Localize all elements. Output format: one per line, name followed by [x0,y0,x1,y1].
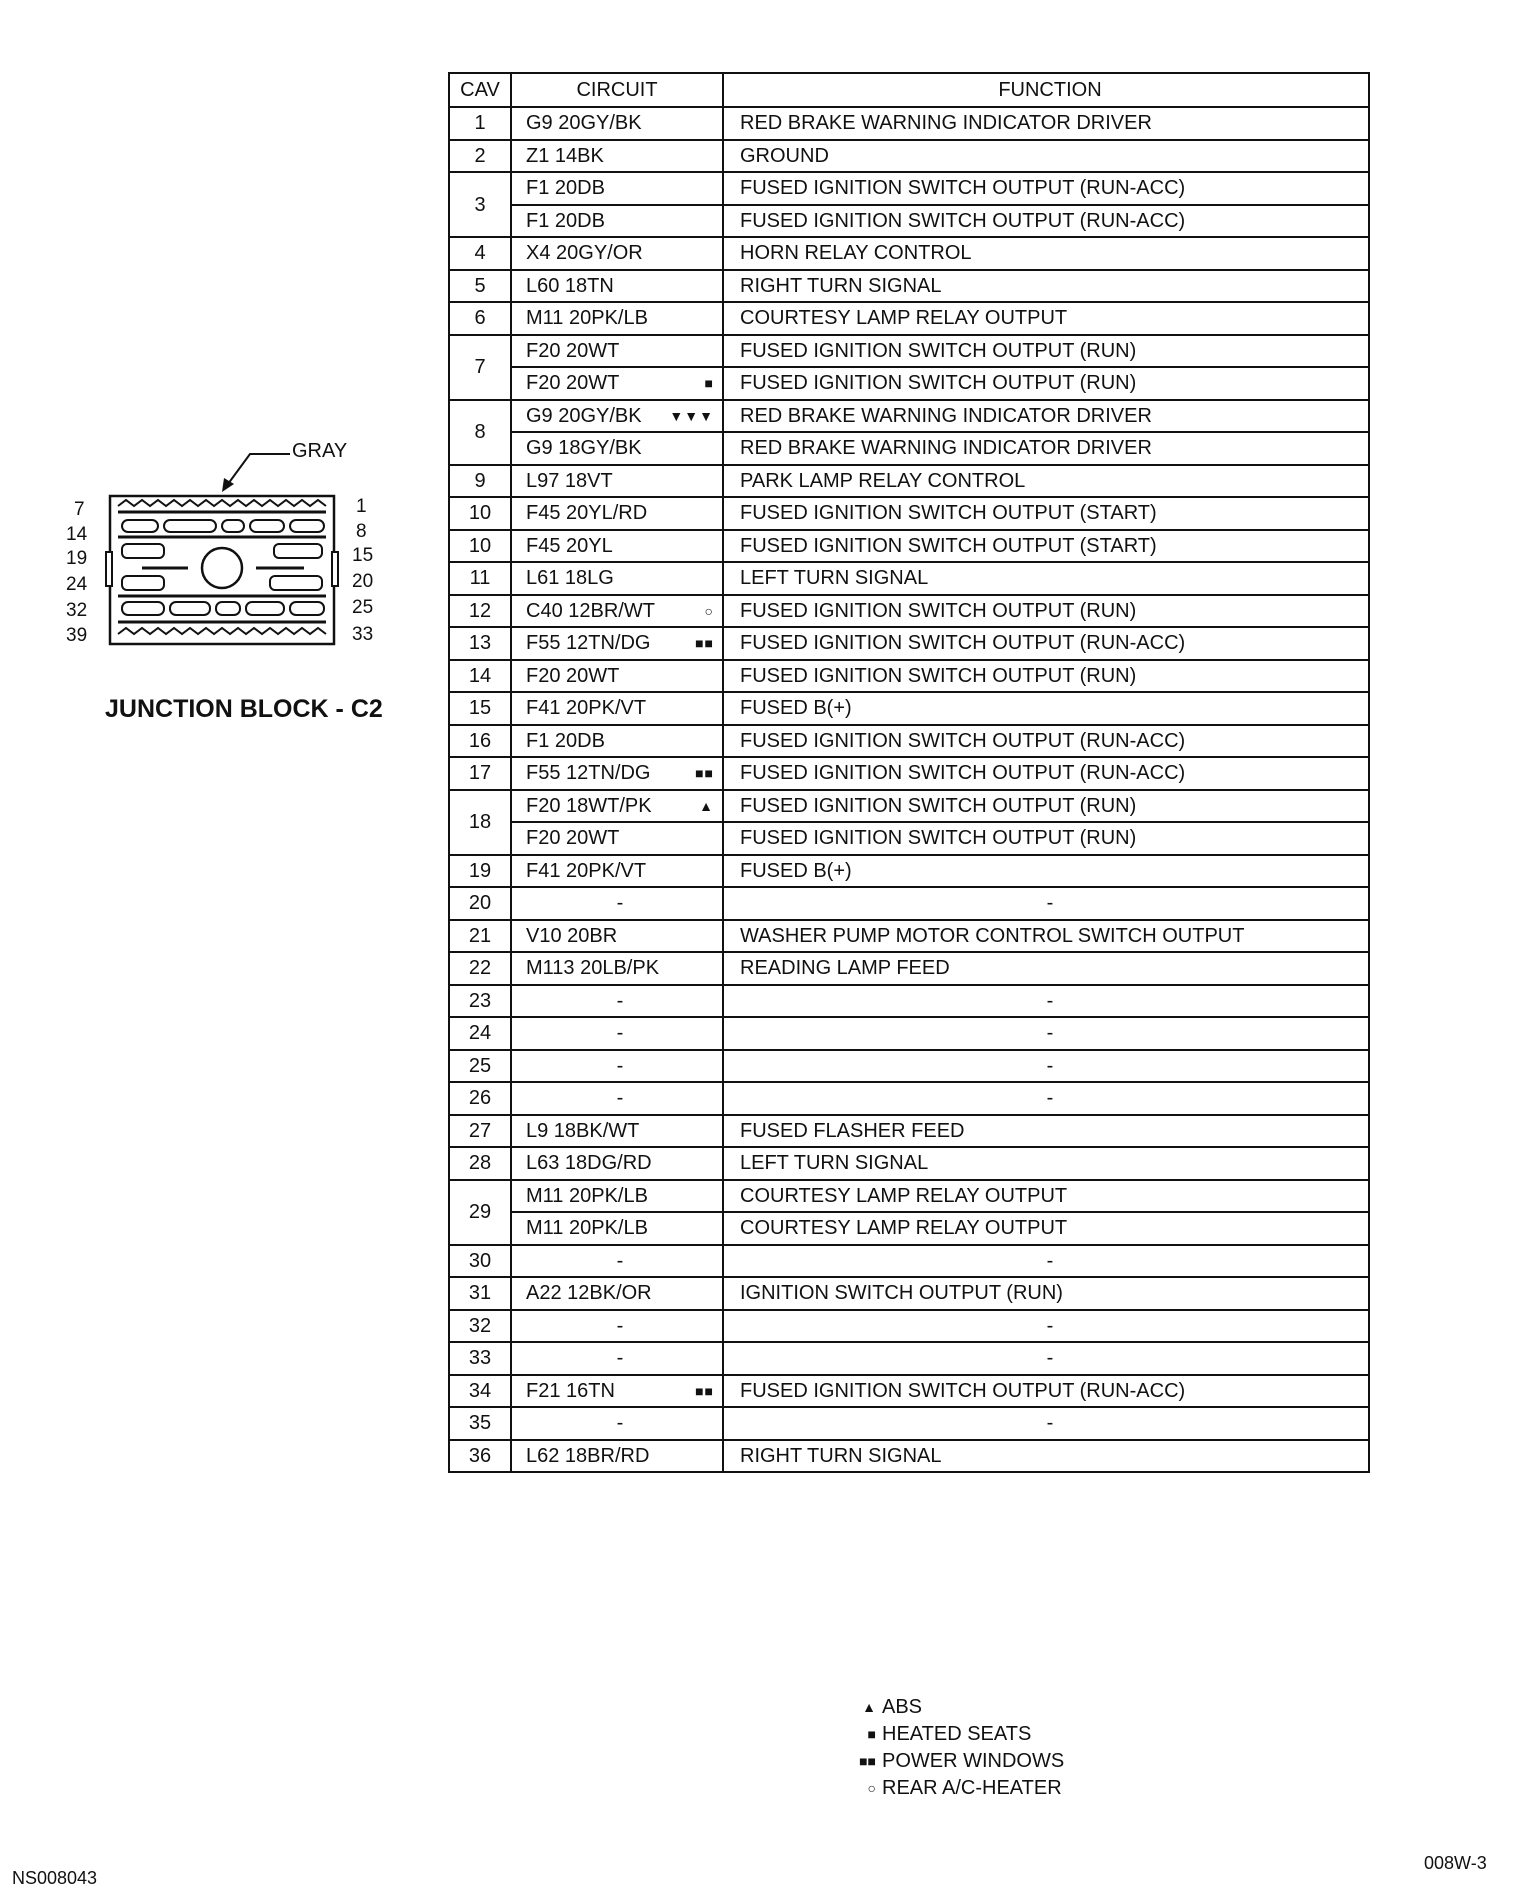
function-cell: COURTESY LAMP RELAY OUTPUT [723,302,1369,335]
function-cell: FUSED IGNITION SWITCH OUTPUT (RUN) [723,660,1369,693]
header-cav: CAV [449,73,511,107]
circuit-code: - [616,1087,624,1110]
cav-cell: 24 [449,1017,511,1050]
circuit-code: Z1 14BK [526,144,604,167]
circuit-code: F20 20WT [526,372,620,395]
table-row [449,1115,1369,1148]
pin-label-right: 20 [352,571,374,592]
cav-cell: 15 [449,692,511,725]
circuit-cell [511,920,723,953]
function-cell: FUSED IGNITION SWITCH OUTPUT (START) [723,497,1369,530]
cav-cell: 25 [449,1050,511,1083]
document-id: NS008043 [12,1868,98,1888]
table-row [449,822,1369,855]
circuit-cell [511,237,723,270]
circuit-cell [511,270,723,303]
cav-cell: 34 [449,1375,511,1408]
table-row [449,1050,1369,1083]
circuit-code: - [616,989,624,1012]
function-cell: FUSED IGNITION SWITCH OUTPUT (RUN) [723,595,1369,628]
function-cell: - [723,985,1369,1018]
pin-label-left: 14 [66,524,88,545]
circuit-code: F45 20YL/RD [526,502,648,525]
table-row [449,140,1369,173]
circuit-cell [511,465,723,498]
table-row [449,465,1369,498]
circuit-code: - [616,1347,624,1370]
function-cell: FUSED FLASHER FEED [723,1115,1369,1148]
pin-label-left: 32 [66,600,88,621]
cav-cell: 36 [449,1440,511,1473]
table-row [449,920,1369,953]
header-circuit: CIRCUIT [511,73,723,107]
circuit-cell [511,855,723,888]
function-cell: - [723,1082,1369,1115]
pinout-body [449,107,1369,1472]
table-row [449,562,1369,595]
function-cell: READING LAMP FEED [723,952,1369,985]
pin-label-right: 8 [356,521,367,542]
legend-item [840,1775,1064,1802]
circuit-cell [511,595,723,628]
function-cell: - [723,887,1369,920]
table-row [449,1277,1369,1310]
circuit-cell [511,432,723,465]
circuit-code: F20 20WT [526,664,620,687]
cav-cell: 11 [449,562,511,595]
table-header-row [449,73,1369,107]
circuit-code: F41 20PK/VT [526,859,647,882]
circuit-cell [511,1277,723,1310]
function-cell: - [723,1342,1369,1375]
circuit-code: C40 12BR/WT [526,599,655,622]
function-cell: LEFT TURN SIGNAL [723,1147,1369,1180]
table-row [449,335,1369,368]
option-marker-icon: ▼▼▼ [669,407,714,424]
pin-label-right: 1 [356,496,367,517]
circuit-cell [511,367,723,400]
function-cell: COURTESY LAMP RELAY OUTPUT [723,1180,1369,1213]
circuit-cell [511,1115,723,1148]
table-row [449,757,1369,790]
circuit-cell [511,1180,723,1213]
circuit-cell [511,725,723,758]
function-cell: RED BRAKE WARNING INDICATOR DRIVER [723,107,1369,140]
circuit-cell [511,1050,723,1083]
circuit-code: G9 20GY/BK [526,404,642,427]
circuit-cell [511,985,723,1018]
legend-item [840,1694,1064,1721]
table-row [449,172,1369,205]
circuit-code: L61 18LG [526,567,614,590]
pin-label-right: 25 [352,597,374,618]
circuit-code: F20 18WT/PK [526,794,652,817]
function-cell: WASHER PUMP MOTOR CONTROL SWITCH OUTPUT [723,920,1369,953]
circuit-code: F21 16TN [526,1379,615,1402]
option-marker-icon: ■ [704,375,714,392]
table-row [449,790,1369,823]
function-cell: IGNITION SWITCH OUTPUT (RUN) [723,1277,1369,1310]
circuit-cell [511,562,723,595]
table-row [449,1342,1369,1375]
circuit-cell [511,952,723,985]
circuit-code: L62 18BR/RD [526,1444,650,1467]
function-cell: HORN RELAY CONTROL [723,237,1369,270]
legend-label: ABS [882,1696,923,1719]
circuit-code: G9 20GY/BK [526,112,642,135]
function-cell: RIGHT TURN SIGNAL [723,1440,1369,1473]
cav-cell: 31 [449,1277,511,1310]
circuit-cell [511,1212,723,1245]
function-cell: FUSED B(+) [723,692,1369,725]
option-marker-icon: ■■ [695,635,714,652]
function-cell: FUSED IGNITION SWITCH OUTPUT (START) [723,530,1369,563]
table-row [449,1245,1369,1278]
cav-cell: 6 [449,302,511,335]
legend [840,1694,1064,1802]
circuit-cell [511,335,723,368]
circuit-code: - [616,1249,624,1272]
cav-cell: 5 [449,270,511,303]
function-cell: FUSED IGNITION SWITCH OUTPUT (RUN) [723,822,1369,855]
function-cell: RED BRAKE WARNING INDICATOR DRIVER [723,400,1369,433]
circuit-cell [511,107,723,140]
legend-symbol-icon: ■■ [859,1753,876,1770]
function-cell: RED BRAKE WARNING INDICATOR DRIVER [723,432,1369,465]
cav-cell: 29 [449,1180,511,1245]
connector-figure [60,440,400,660]
cav-cell: 26 [449,1082,511,1115]
circuit-code: G9 18GY/BK [526,437,642,460]
table-row [449,627,1369,660]
table-row [449,1180,1369,1213]
circuit-code: - [616,1314,624,1337]
circuit-code: F20 20WT [526,827,620,850]
circuit-code: L60 18TN [526,274,614,297]
function-cell: FUSED B(+) [723,855,1369,888]
table-row [449,107,1369,140]
circuit-cell [511,660,723,693]
circuit-code: F1 20DB [526,729,605,752]
circuit-cell [511,302,723,335]
cav-cell: 8 [449,400,511,465]
function-cell: COURTESY LAMP RELAY OUTPUT [723,1212,1369,1245]
cav-cell: 4 [449,237,511,270]
table-row [449,497,1369,530]
cav-cell: 22 [449,952,511,985]
table-row [449,692,1369,725]
function-cell: LEFT TURN SIGNAL [723,562,1369,595]
circuit-cell [511,530,723,563]
circuit-cell [511,1440,723,1473]
cav-cell: 12 [449,595,511,628]
legend-item [840,1748,1064,1775]
table-row [449,205,1369,238]
circuit-cell [511,205,723,238]
pin-label-right: 15 [352,545,374,566]
function-cell: FUSED IGNITION SWITCH OUTPUT (RUN-ACC) [723,205,1369,238]
cav-cell: 13 [449,627,511,660]
table-row [449,1407,1369,1440]
pin-label-left: 19 [66,548,88,569]
table-row [449,1147,1369,1180]
function-cell: RIGHT TURN SIGNAL [723,270,1369,303]
pin-label-left: 7 [74,499,85,520]
cav-cell: 32 [449,1310,511,1343]
function-cell: - [723,1245,1369,1278]
table-row [449,1017,1369,1050]
cav-cell: 10 [449,497,511,530]
cav-cell: 20 [449,887,511,920]
table-row [449,302,1369,335]
header-function: FUNCTION [723,73,1369,107]
circuit-cell [511,1082,723,1115]
cav-cell: 16 [449,725,511,758]
circuit-code: M113 20LB/PK [526,957,660,980]
circuit-cell [511,790,723,823]
cav-cell: 27 [449,1115,511,1148]
table-row [449,985,1369,1018]
circuit-cell [511,497,723,530]
circuit-code: F45 20YL [526,534,613,557]
pin-label-left: 39 [66,625,88,646]
cav-cell: 33 [449,1342,511,1375]
function-cell: FUSED IGNITION SWITCH OUTPUT (RUN) [723,367,1369,400]
table-row [449,1082,1369,1115]
circuit-code: X4 20GY/OR [526,242,643,265]
circuit-code: L9 18BK/WT [526,1119,640,1142]
circuit-code: F1 20DB [526,209,605,232]
circuit-cell [511,400,723,433]
legend-label: POWER WINDOWS [882,1750,1065,1773]
table-row [449,595,1369,628]
function-cell: - [723,1050,1369,1083]
function-cell: FUSED IGNITION SWITCH OUTPUT (RUN) [723,790,1369,823]
pin-label-right: 33 [352,624,374,645]
table-row [449,530,1369,563]
legend-symbol-icon: ○ [867,1780,876,1797]
circuit-cell [511,1342,723,1375]
table-row [449,1375,1369,1408]
table-row [449,270,1369,303]
cav-cell: 19 [449,855,511,888]
circuit-cell [511,887,723,920]
function-cell: FUSED IGNITION SWITCH OUTPUT (RUN-ACC) [723,725,1369,758]
cav-cell: 10 [449,530,511,563]
cav-cell: 9 [449,465,511,498]
table-row [449,367,1369,400]
function-cell: FUSED IGNITION SWITCH OUTPUT (RUN-ACC) [723,172,1369,205]
circuit-cell [511,627,723,660]
function-cell: FUSED IGNITION SWITCH OUTPUT (RUN-ACC) [723,1375,1369,1408]
circuit-code: L63 18DG/RD [526,1152,652,1175]
cav-cell: 35 [449,1407,511,1440]
cav-cell: 1 [449,107,511,140]
legend-symbol-icon: ■ [867,1726,876,1743]
cav-cell: 3 [449,172,511,237]
circuit-cell [511,140,723,173]
circuit-code: - [616,1412,624,1435]
cav-cell: 30 [449,1245,511,1278]
table-row [449,432,1369,465]
circuit-code: F55 12TN/DG [526,632,651,655]
cav-cell: 18 [449,790,511,855]
function-cell: - [723,1017,1369,1050]
circuit-cell [511,1310,723,1343]
connector-color-label: GRAY [292,440,348,462]
function-cell: - [723,1407,1369,1440]
legend-symbol-icon: ▲ [862,1699,876,1716]
legend-label: REAR A/C-HEATER [882,1777,1062,1800]
table-row [449,952,1369,985]
option-marker-icon: ▲ [699,797,714,814]
function-cell: FUSED IGNITION SWITCH OUTPUT (RUN) [723,335,1369,368]
circuit-code: F1 20DB [526,177,605,200]
pin-label-left: 24 [66,574,88,595]
circuit-cell [511,692,723,725]
circuit-code: M11 20PK/LB [526,1184,648,1207]
option-marker-icon: ■■ [695,765,714,782]
circuit-cell [511,822,723,855]
legend-item [840,1721,1064,1748]
table-row [449,855,1369,888]
circuit-code: - [616,892,624,915]
page-reference: 008W-3 [1424,1853,1487,1873]
cav-cell: 2 [449,140,511,173]
cav-cell: 17 [449,757,511,790]
table-row [449,237,1369,270]
table-row [449,887,1369,920]
circuit-cell [511,1245,723,1278]
cav-cell: 14 [449,660,511,693]
connector-face-drawing [60,440,400,660]
option-marker-icon: ○ [704,602,714,619]
circuit-cell [511,1017,723,1050]
cav-cell: 28 [449,1147,511,1180]
cav-cell: 7 [449,335,511,400]
table-row [449,1440,1369,1473]
function-cell: FUSED IGNITION SWITCH OUTPUT (RUN-ACC) [723,627,1369,660]
circuit-code: - [616,1054,624,1077]
function-cell: GROUND [723,140,1369,173]
circuit-cell [511,1407,723,1440]
cav-cell: 21 [449,920,511,953]
circuit-code: F41 20PK/VT [526,697,647,720]
table-row [449,400,1369,433]
circuit-code: A22 12BK/OR [526,1282,652,1305]
table-row [449,725,1369,758]
cav-cell: 23 [449,985,511,1018]
function-cell: FUSED IGNITION SWITCH OUTPUT (RUN-ACC) [723,757,1369,790]
pinout-table [448,72,1370,1473]
function-cell: PARK LAMP RELAY CONTROL [723,465,1369,498]
circuit-code: F55 12TN/DG [526,762,651,785]
circuit-code: V10 20BR [526,924,618,947]
function-cell: - [723,1310,1369,1343]
circuit-code: M11 20PK/LB [526,307,648,330]
option-marker-icon: ■■ [695,1382,714,1399]
table-row [449,1310,1369,1343]
circuit-cell [511,1147,723,1180]
connector-title: JUNCTION BLOCK - C2 [105,695,383,723]
circuit-cell [511,757,723,790]
circuit-code: F20 20WT [526,339,620,362]
circuit-cell [511,172,723,205]
circuit-code: M11 20PK/LB [526,1217,648,1240]
legend-label: HEATED SEATS [882,1723,1032,1746]
circuit-cell [511,1375,723,1408]
table-row [449,1212,1369,1245]
table-row [449,660,1369,693]
circuit-code: L97 18VT [526,469,613,492]
circuit-code: - [616,1022,624,1045]
